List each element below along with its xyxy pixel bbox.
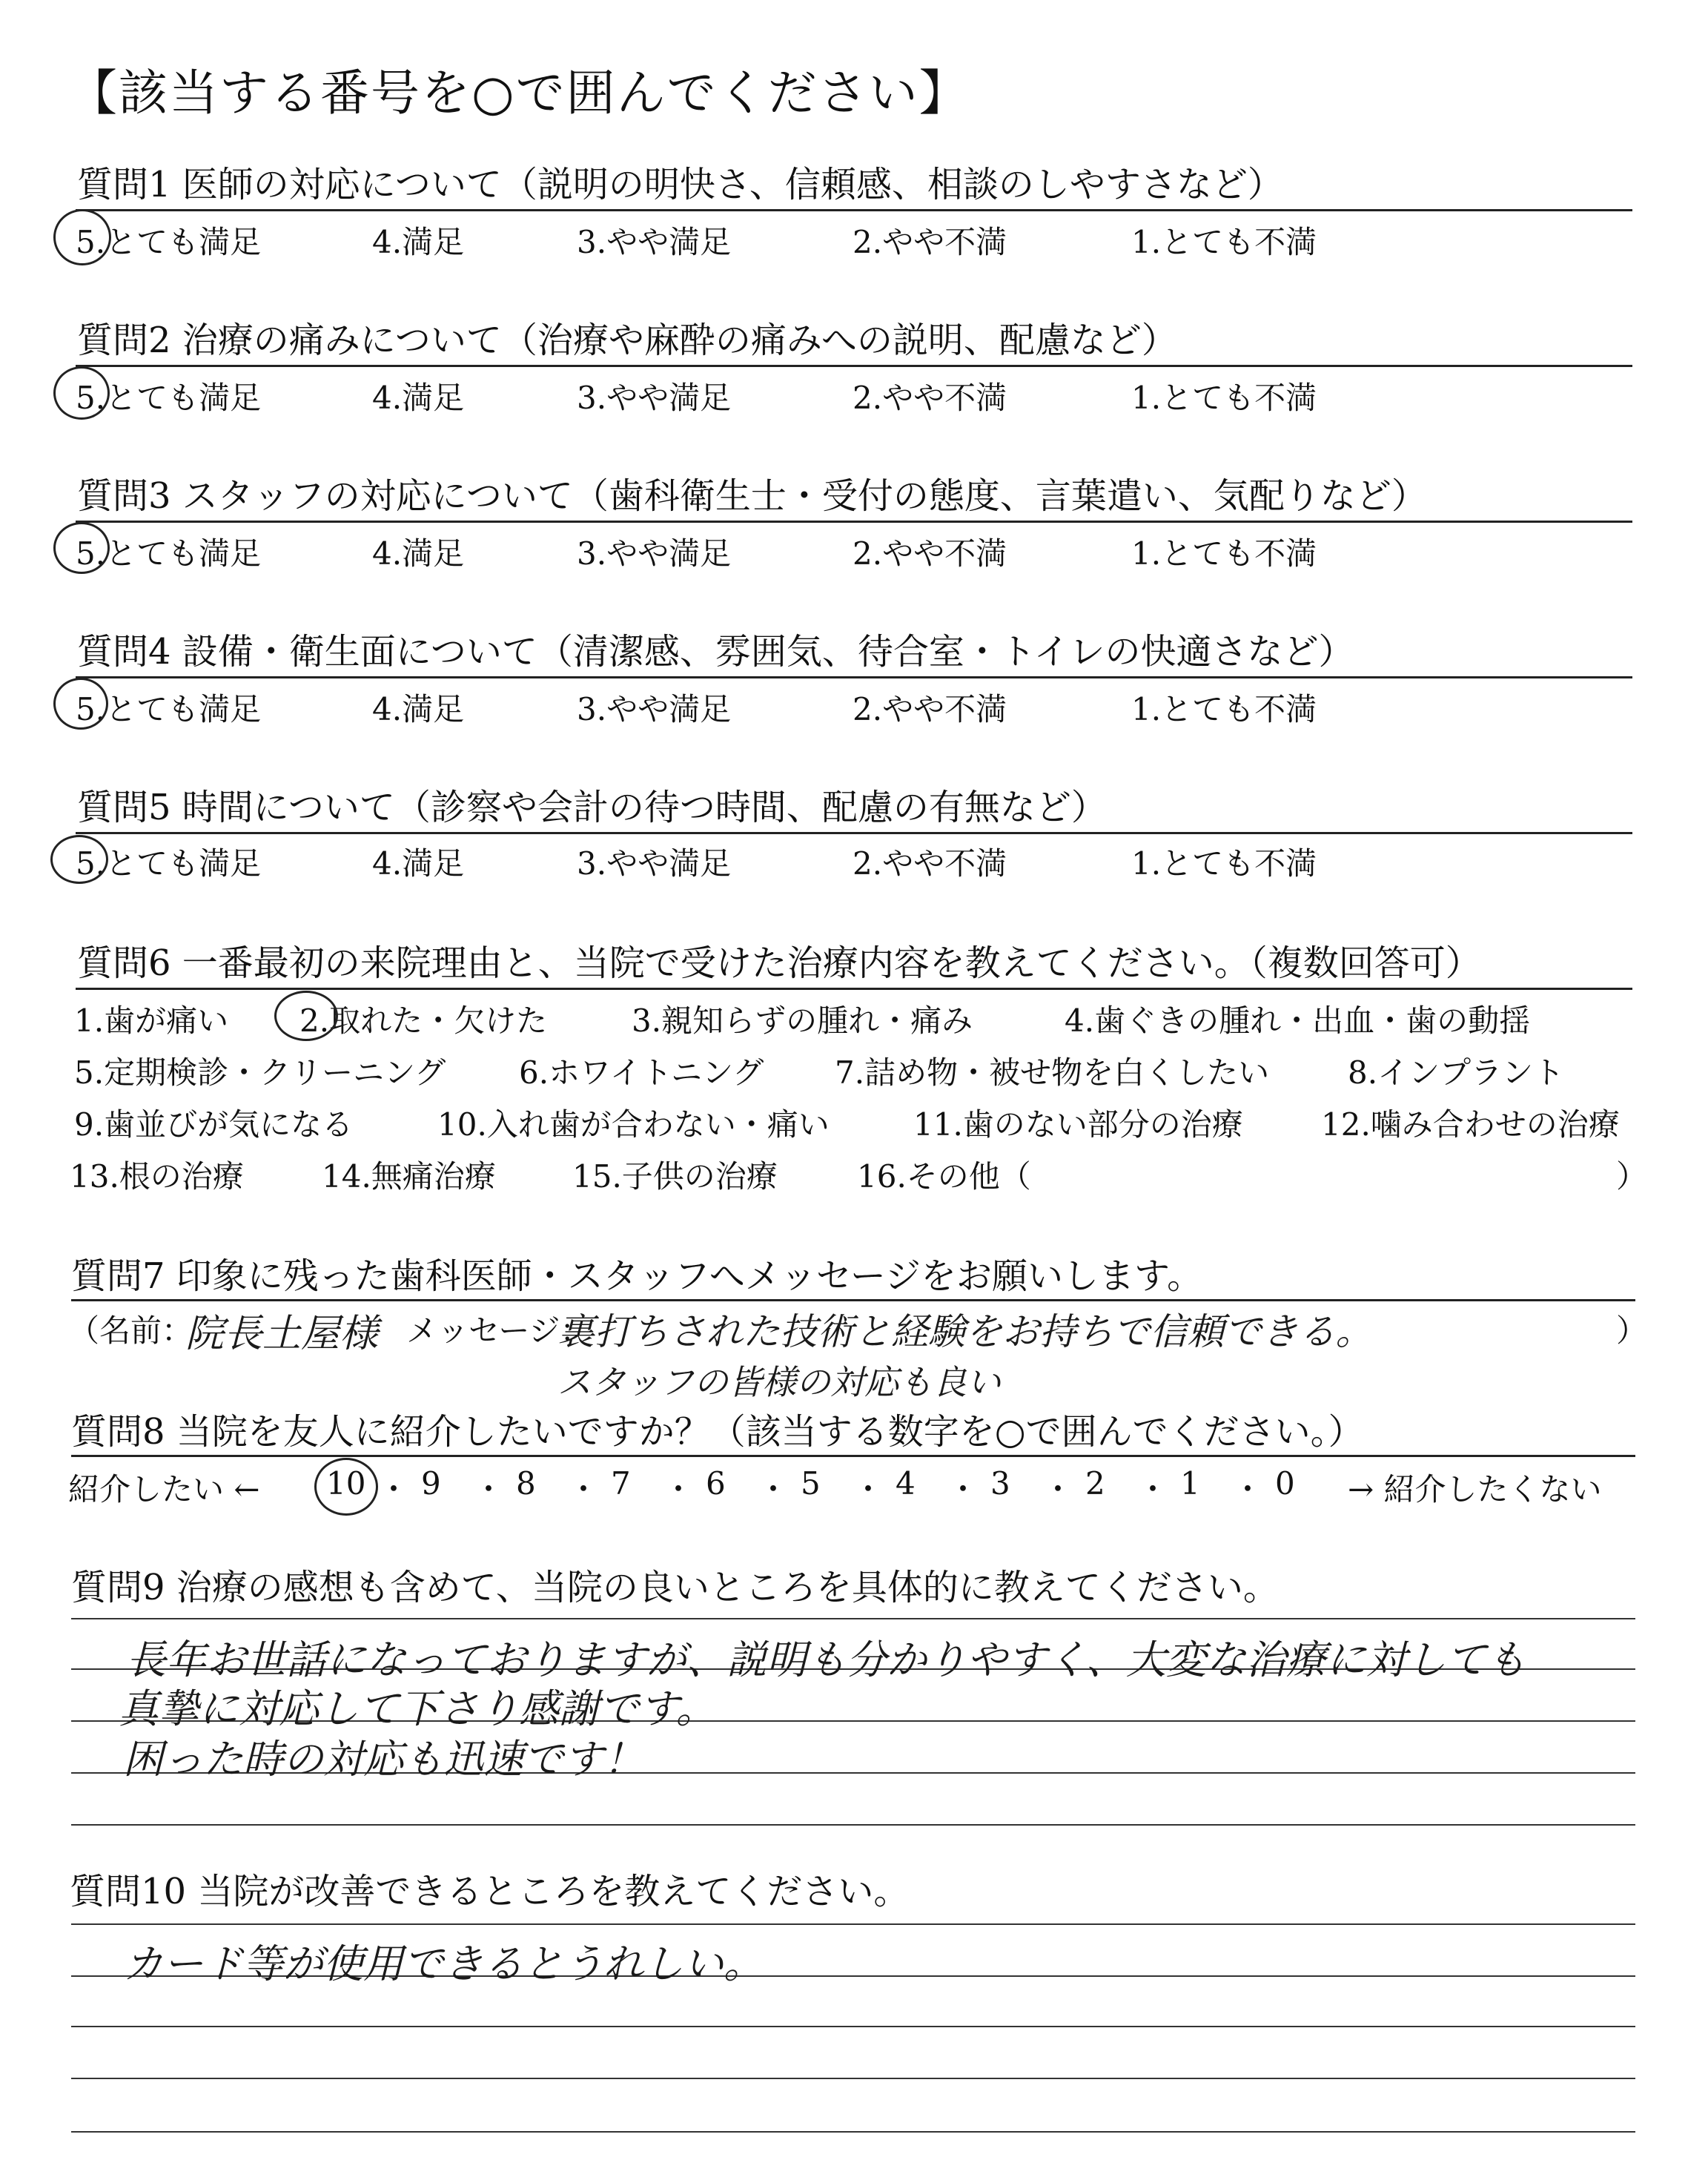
q8-scale-1[interactable]: 1 — [1180, 1465, 1200, 1502]
q8-scale-4[interactable]: 4 — [896, 1465, 916, 1502]
q3-option-5[interactable]: 5.とても満足 — [76, 535, 262, 572]
q2-option-2[interactable]: 2.やや不満 — [853, 380, 1007, 416]
q8-scale-separator: ・ — [1232, 1471, 1264, 1507]
q5-option-5[interactable]: 5.とても満足 — [76, 845, 262, 882]
q6-other-close-paren: ） — [1616, 1158, 1648, 1195]
q8-label: 質問8 当院を友人に紹介したいですか？（該当する数字を○で囲んでください。） — [71, 1411, 1364, 1453]
q1-option-3[interactable]: 3.やや満足 — [577, 224, 732, 260]
q5-option-2[interactable]: 2.やや不満 — [853, 845, 1007, 882]
page-title: 【該当する番号を○で囲んでください】 — [68, 65, 970, 122]
q6-option-13[interactable]: 13.根の治療 — [70, 1158, 244, 1195]
q7-close-paren: ） — [1616, 1312, 1648, 1349]
q1-option-5[interactable]: 5.とても満足 — [76, 224, 262, 260]
q8-scale-10[interactable]: 10 — [326, 1465, 366, 1502]
q6-option-3[interactable]: 3.親知らずの腫れ・痛み — [632, 1003, 973, 1039]
q5-selection-circle — [50, 835, 108, 884]
q6-option-9[interactable]: 9.歯並びが気になる — [74, 1106, 354, 1143]
q7-message-prefix: メッセージ： — [406, 1312, 592, 1349]
q6-option-1[interactable]: 1.歯が痛い — [74, 1003, 229, 1039]
q9-answer-line3[interactable]: 困った時の対応も迅速です！ — [123, 1736, 643, 1783]
q7-name-value[interactable]: 院長土屋様 — [185, 1312, 379, 1356]
q4-option-4[interactable]: 4.満足 — [372, 691, 465, 727]
q1-label: 質問1 医師の対応について（説明の明快さ、信頼感、相談のしやすさなど） — [77, 164, 1283, 205]
q7-label: 質問7 印象に残った歯科医師・スタッフへメッセージをお願いします。 — [71, 1255, 1203, 1297]
q3-option-1[interactable]: 1.とても不満 — [1131, 535, 1317, 572]
q8-scale-separator: ・ — [758, 1471, 790, 1507]
q6-option-7[interactable]: 7.詰め物・被せ物を白くしたい — [835, 1054, 1270, 1091]
q8-scale-0[interactable]: 0 — [1275, 1465, 1295, 1502]
q9-answer-line1[interactable]: 長年お世話になっておりますが、説明も分かりやすく、大変な治療に対しても — [126, 1636, 1526, 1683]
q6-option-11[interactable]: 11.歯のない部分の治療 — [913, 1106, 1243, 1143]
q4-option-1[interactable]: 1.とても不満 — [1131, 691, 1317, 727]
q2-option-5[interactable]: 5.とても満足 — [76, 380, 262, 416]
q3-option-2[interactable]: 2.やや不満 — [853, 535, 1007, 572]
q7-message-line1[interactable]: 裏打ちされた技術と経験をお持ちで信頼できる。 — [557, 1310, 1373, 1353]
q4-option-2[interactable]: 2.やや不満 — [853, 691, 1007, 727]
q8-scale-7[interactable]: 7 — [611, 1465, 631, 1502]
q8-scale-separator: ・ — [473, 1471, 505, 1507]
q8-scale-5[interactable]: 5 — [801, 1465, 821, 1502]
q8-scale-9[interactable]: 9 — [421, 1465, 441, 1502]
q6-option-15[interactable]: 15.子供の治療 — [572, 1158, 778, 1195]
q6-option-10[interactable]: 10.入れ歯が合わない・痛い — [437, 1106, 830, 1143]
q2-option-3[interactable]: 3.やや満足 — [577, 380, 732, 416]
q3-option-3[interactable]: 3.やや満足 — [577, 535, 732, 572]
q6-option-16[interactable]: 16.その他（ — [857, 1158, 1031, 1195]
q7-name-prefix: （名前： — [68, 1312, 193, 1349]
q4-option-3[interactable]: 3.やや満足 — [577, 691, 732, 727]
q8-selection-circle — [314, 1458, 378, 1516]
q8-left-label: 紹介したい ← — [68, 1471, 260, 1507]
q1-option-4[interactable]: 4.満足 — [372, 224, 465, 260]
q6-option-14[interactable]: 14.無痛治療 — [322, 1158, 496, 1195]
q6-option-12[interactable]: 12.噛み合わせの治療 — [1321, 1106, 1620, 1143]
q1-option-1[interactable]: 1.とても不満 — [1131, 224, 1317, 260]
q6-option-6[interactable]: 6.ホワイトニング — [519, 1054, 764, 1091]
q1-option-2[interactable]: 2.やや不満 — [853, 224, 1007, 260]
q8-scale-separator: ・ — [947, 1471, 979, 1507]
q8-scale-6[interactable]: 6 — [706, 1465, 726, 1502]
q8-scale-separator: ・ — [1042, 1471, 1074, 1507]
q10-label: 質問10 当院が改善できるところを教えてください。 — [70, 1871, 910, 1912]
q9-label: 質問9 治療の感想も含めて、当院の良いところを具体的に教えてください。 — [71, 1567, 1279, 1608]
q9-answer-line2[interactable]: 真摯に対応して下さり感謝です。 — [119, 1685, 716, 1732]
q6-label: 質問6 一番最初の来院理由と、当院で受けた治療内容を教えてください。（複数回答可） — [77, 942, 1481, 984]
q6-option-8[interactable]: 8.インプラント — [1348, 1054, 1565, 1091]
q1-selection-circle — [53, 209, 111, 265]
q8-scale-separator: ・ — [568, 1471, 600, 1507]
q3-selection-circle — [53, 522, 110, 574]
q6-option-4[interactable]: 4.歯ぐきの腫れ・出血・歯の動揺 — [1065, 1003, 1531, 1039]
q8-right-label: → 紹介したくない — [1348, 1471, 1602, 1507]
q2-option-4[interactable]: 4.満足 — [372, 380, 465, 416]
q8-scale-separator: ・ — [378, 1471, 410, 1507]
q6-option-2[interactable]: 2.取れた・欠けた — [299, 1003, 548, 1039]
q8-scale-separator: ・ — [663, 1471, 695, 1507]
q6-option-5[interactable]: 5.定期検診・クリーニング — [74, 1054, 446, 1091]
q2-option-1[interactable]: 1.とても不満 — [1131, 380, 1317, 416]
q8-scale-separator: ・ — [853, 1471, 884, 1507]
q4-label: 質問4 設備・衛生面について（清潔感、雰囲気、待合室・トイレの快適さなど） — [77, 631, 1354, 673]
q7-message-line2[interactable]: スタッフの皆様の対応も良い — [557, 1362, 1001, 1402]
q4-selection-circle — [53, 678, 108, 730]
q8-scale-2[interactable]: 2 — [1085, 1465, 1105, 1502]
q3-label: 質問3 スタッフの対応について（歯科衛生士・受付の態度、言葉遣い、気配りなど） — [77, 475, 1427, 517]
q5-option-1[interactable]: 1.とても不満 — [1131, 845, 1317, 882]
q3-option-4[interactable]: 4.満足 — [372, 535, 465, 572]
q5-option-4[interactable]: 4.満足 — [372, 845, 465, 882]
q8-scale-separator: ・ — [1137, 1471, 1169, 1507]
q2-label: 質問2 治療の痛みについて（治療や麻酔の痛みへの説明、配慮など） — [77, 320, 1177, 361]
q10-answer-line1[interactable]: カード等が使用できるとうれしい。 — [123, 1941, 764, 1987]
q6-selection-circle — [274, 991, 338, 1041]
q5-option-3[interactable]: 3.やや満足 — [577, 845, 732, 882]
q5-label: 質問5 時間について（診察や会計の待つ時間、配慮の有無など） — [77, 787, 1107, 828]
q4-option-5[interactable]: 5.とても満足 — [76, 691, 262, 727]
q8-scale-8[interactable]: 8 — [516, 1465, 536, 1502]
q8-scale-3[interactable]: 3 — [990, 1465, 1010, 1502]
q2-selection-circle — [53, 366, 110, 420]
